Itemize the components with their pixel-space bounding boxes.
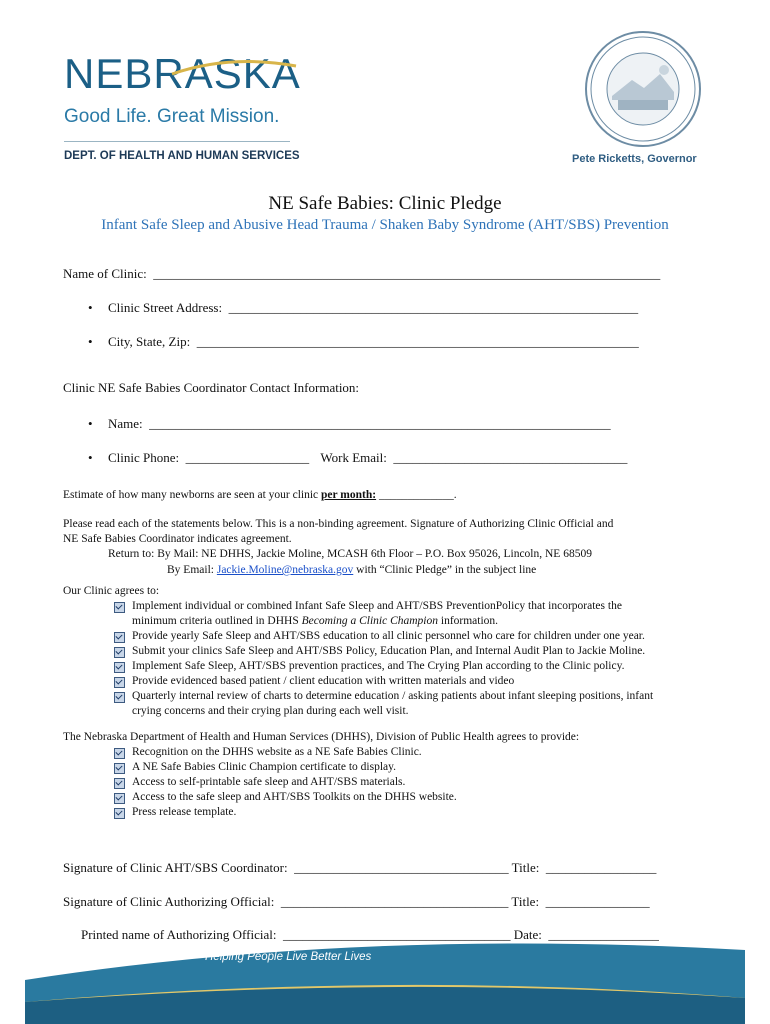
- return-by-email-row: [167, 564, 536, 576]
- checkbox-icon: [114, 808, 125, 819]
- official-signature-field[interactable]: ___________________________________: [277, 894, 509, 909]
- checkbox-icon: [114, 677, 125, 688]
- checkbox-icon: [114, 793, 125, 804]
- instructions-line-2: NE Safe Babies Coordinator indicates agreement.: [63, 533, 292, 545]
- coordinator-name-field[interactable]: _______________________________________________________________________: [145, 416, 611, 431]
- printed-name-label: Printed name of Authorizing Official:: [81, 927, 277, 942]
- official-signature-label: Signature of Clinic Authorizing Official:: [63, 894, 275, 909]
- list-item: Quarterly internal review of charts to determine education / asking patients about infant sleeping positions, infant: [132, 690, 654, 702]
- coordinator-name-label: Name:: [108, 416, 143, 431]
- work-email-label: Work Email:: [320, 450, 387, 465]
- city-state-zip-row: [108, 334, 639, 350]
- street-address-label: Clinic Street Address:: [108, 300, 223, 315]
- bullet-dot: •: [88, 334, 93, 349]
- clinic-phone-field[interactable]: ___________________: [182, 450, 310, 465]
- department-name: DEPT. OF HEALTH AND HUMAN SERVICES: [64, 150, 300, 162]
- city-state-zip-field[interactable]: ____________________________________________________________________: [193, 334, 639, 349]
- estimate-emphasis: per month:: [321, 489, 377, 501]
- clinic-phone-label: Clinic Phone:: [108, 450, 180, 465]
- email-suffix: with “Clinic Pledge” in the subject line: [356, 564, 537, 576]
- logo-divider: [64, 141, 290, 142]
- checkbox-icon: [114, 632, 125, 643]
- street-address-field[interactable]: _______________________________________________________________: [225, 300, 639, 315]
- list-item: Implement individual or combined Infant Safe Sleep and AHT/SBS PreventionPolicy that incorporates the: [132, 600, 622, 612]
- footer-tagline: Helping People Live Better Lives: [205, 951, 372, 963]
- date-field[interactable]: _________________: [545, 927, 659, 942]
- checkbox-icon: [114, 748, 125, 759]
- work-email-field[interactable]: ____________________________________: [390, 450, 628, 465]
- checkbox-icon: [114, 778, 125, 789]
- list-item-continued: crying concerns and their crying plan during each well visit.: [132, 705, 409, 717]
- logo-swoosh-icon: [170, 60, 300, 90]
- footer-banner: [0, 940, 770, 1024]
- list-item: Provide evidenced based patient / client education with written materials and video: [132, 675, 515, 687]
- coordinator-signature-row: [63, 860, 656, 876]
- state-seal-icon: [584, 30, 702, 148]
- list-item: Recognition on the DHHS website as a NE Safe Babies Clinic.: [132, 746, 422, 758]
- list-item: Access to self-printable safe sleep and AHT/SBS materials.: [132, 776, 406, 788]
- clinic-name-row: [63, 266, 660, 282]
- list-item-continued: [132, 615, 498, 627]
- street-address-row: [108, 300, 638, 316]
- checkbox-icon: [114, 692, 125, 703]
- date-label: Date:: [513, 927, 542, 942]
- italic-phrase: Becoming a Clinic Champion: [301, 615, 438, 627]
- official-title-label: Title:: [511, 894, 540, 909]
- coordinator-title-field[interactable]: _________________: [542, 860, 657, 875]
- page-subtitle: Infant Safe Sleep and Abusive Head Trauma / Shaken Baby Syndrome (AHT/SBS) Prevention: [101, 217, 669, 233]
- bullet-dot: •: [88, 300, 93, 315]
- estimate-field[interactable]: _____________.: [378, 489, 457, 501]
- checkbox-icon: [114, 763, 125, 774]
- official-signature-row: [63, 894, 650, 910]
- instructions-line-1: Please read each of the statements below. This is a non-binding agreement. Signature of Authorizing Clinic Official and: [63, 518, 614, 530]
- clinic-agrees-heading: Our Clinic agrees to:: [63, 585, 160, 597]
- list-item: Access to the safe sleep and AHT/SBS Toolkits on the DHHS website.: [132, 791, 457, 803]
- coordinator-phone-row: [108, 450, 627, 466]
- list-item-suffix: information.: [440, 615, 499, 627]
- coordinator-title-label: Title:: [511, 860, 540, 875]
- official-title-field[interactable]: ________________: [542, 894, 650, 909]
- clinic-name-field[interactable]: ______________________________________________________________________________: [150, 266, 661, 281]
- coordinator-name-row: [108, 416, 611, 432]
- coordinator-heading: Clinic NE Safe Babies Coordinator Contact Information:: [63, 380, 360, 395]
- nebraska-logo-word: NEBRASKA: [64, 50, 301, 97]
- return-by-mail: Return to: By Mail: NE DHHS, Jackie Moline, MCASH 6th Floor – P.O. Box 95026, Lincoln, NE 68509: [108, 548, 592, 560]
- clinic-name-label: Name of Clinic:: [63, 266, 147, 281]
- list-item: Submit your clinics Safe Sleep and AHT/SBS Policy, Education Plan, and Internal Audit Plan to Jackie Moline.: [132, 645, 646, 657]
- printed-name-field[interactable]: ___________________________________: [279, 927, 511, 942]
- list-item: A NE Safe Babies Clinic Champion certificate to display.: [132, 761, 397, 773]
- list-item: Implement Safe Sleep, AHT/SBS prevention practices, and The Crying Plan according to the Clinic policy.: [132, 660, 625, 672]
- governor-name: Pete Ricketts, Governor: [572, 153, 697, 165]
- checkbox-icon: [114, 662, 125, 673]
- estimate-text: Estimate of how many newborns are seen at your clinic: [63, 489, 319, 501]
- coordinator-signature-field[interactable]: _________________________________: [290, 860, 509, 875]
- list-item-text: minimum criteria outlined in DHHS: [132, 615, 299, 627]
- bullet-dot: •: [88, 450, 93, 465]
- logo-tagline: Good Life. Great Mission.: [64, 106, 280, 127]
- city-state-zip-label: City, State, Zip:: [108, 334, 191, 349]
- newborn-estimate-row: [63, 489, 457, 501]
- dhhs-agrees-heading: The Nebraska Department of Health and Human Services (DHHS), Division of Public Health agrees to provide:: [63, 731, 580, 743]
- checkbox-icon: [114, 647, 125, 658]
- coordinator-signature-label: Signature of Clinic AHT/SBS Coordinator:: [63, 860, 288, 875]
- list-item: Provide yearly Safe Sleep and AHT/SBS education to all clinic personnel who care for children under one year.: [132, 630, 645, 642]
- checkbox-icon: [114, 602, 125, 613]
- bullet-dot: •: [88, 416, 93, 431]
- page-title: NE Safe Babies: Clinic Pledge: [268, 193, 502, 214]
- list-item: Press release template.: [132, 806, 237, 818]
- email-link[interactable]: Jackie.Moline@nebraska.gov: [216, 564, 354, 576]
- email-prefix: By Email:: [167, 564, 214, 576]
